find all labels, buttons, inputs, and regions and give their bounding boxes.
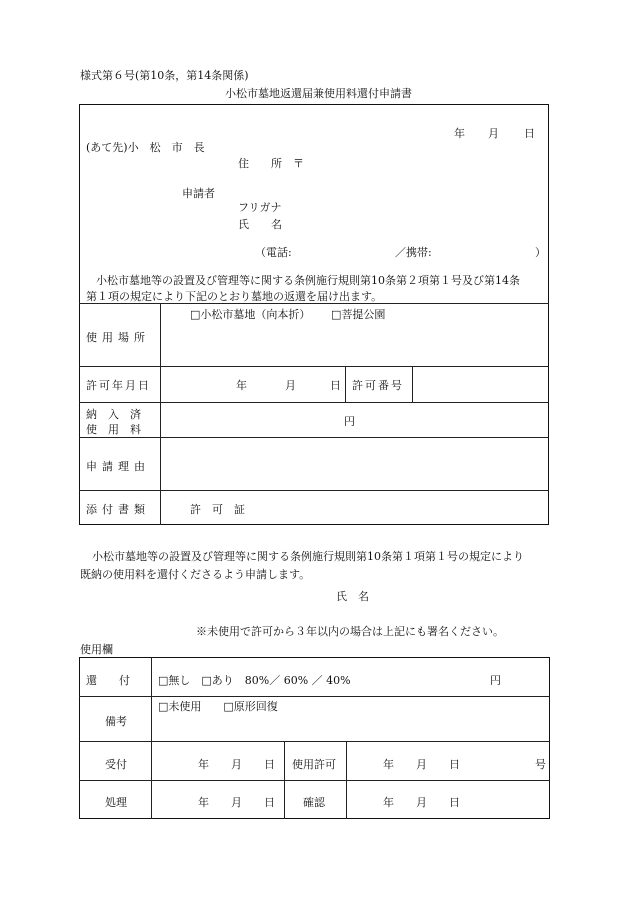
refund-yen: 円 [490, 674, 501, 687]
permit-date-year: 年 [236, 379, 247, 392]
column-divider [284, 741, 285, 819]
location-label: 使用場所 [86, 331, 150, 344]
use-permit-date: 年 月 日 [383, 758, 460, 771]
paid-fee-label-1: 納 入 済 [86, 408, 141, 421]
row-divider [79, 780, 550, 781]
permit-number-label: 許可番号 [352, 379, 404, 392]
confirm-label: 確認 [303, 796, 325, 809]
column-divider [412, 366, 413, 402]
date-year: 年 [454, 127, 465, 140]
date-day: 日 [524, 127, 535, 140]
remarks-options: □未使用 □原形回復 [158, 700, 278, 713]
location-option-bodai: □菩提公園 [331, 308, 386, 321]
refund-request-line-2: 既納の使用料を還付くださるよう申請します。 [80, 568, 311, 581]
row-divider [79, 437, 549, 438]
address-label: 住 所 〒 [238, 157, 304, 170]
phone-label: （電話: [255, 246, 292, 259]
column-divider [346, 741, 347, 819]
declaration-line-2: 第１項の規定により下記のとおり墓地の返還を届け出ます。 [86, 290, 383, 303]
refund-options: □無し □あり 80%／ 60% ／ 40% [158, 674, 351, 687]
addressee: (あて先)小 松 市 長 [86, 141, 205, 154]
row-divider [79, 366, 549, 367]
applicant-label: 申請者 [182, 187, 215, 200]
reason-label: 申請理由 [86, 460, 150, 473]
column-divider [160, 303, 161, 525]
mobile-label: ／携帯: [395, 246, 432, 259]
yen-unit: 円 [344, 415, 355, 428]
name-label: 氏 名 [238, 218, 282, 231]
form-title: 小松市墓地返還届兼使用料還付申請書 [225, 87, 412, 100]
attachment-label: 添付書類 [86, 503, 150, 516]
row-divider [79, 490, 549, 491]
date-month: 月 [488, 127, 499, 140]
received-date: 年 月 日 [198, 758, 275, 771]
row-divider [79, 741, 550, 742]
usage-section-title: 使用欄 [80, 643, 113, 656]
column-divider [151, 657, 152, 819]
row-divider [79, 696, 550, 697]
declaration-line-1: 小松市墓地等の設置及び管理等に関する条例施行規則第10条第２項第１号及び第14条 [96, 274, 520, 287]
processed-date: 年 月 日 [198, 796, 275, 809]
phone-close: ） [535, 246, 546, 259]
attachment-value: 許 可 証 [190, 503, 245, 516]
processed-label: 処理 [105, 796, 127, 809]
column-divider [345, 366, 346, 402]
permit-date-day: 日 [330, 379, 341, 392]
row-divider [79, 303, 549, 304]
received-label: 受付 [105, 758, 127, 771]
refund-note: ※未使用で許可から３年以内の場合は上記にも署名ください。 [196, 625, 504, 638]
refund-label: 還 付 [86, 674, 130, 687]
paid-fee-label-2: 使 用 料 [86, 423, 141, 436]
permit-date-label: 許可年月日 [86, 379, 151, 392]
form-number: 様式第６号(第10条，第14条関係) [80, 69, 249, 82]
furigana-label: フリガナ [238, 201, 282, 214]
refund-name-label: 氏 名 [336, 590, 369, 603]
location-option-komatsu: □小松市墓地（向本折） [190, 308, 311, 321]
remarks-label: 備考 [105, 715, 127, 728]
row-divider [79, 402, 549, 403]
permit-date-month: 月 [285, 379, 296, 392]
permit-number-suffix: 号 [535, 758, 546, 771]
confirm-date: 年 月 日 [383, 796, 460, 809]
refund-request-line-1: 小松市墓地等の設置及び管理等に関する条例施行規則第10条第１項第１号の規定により [92, 550, 524, 563]
use-permit-label: 使用許可 [292, 758, 336, 771]
